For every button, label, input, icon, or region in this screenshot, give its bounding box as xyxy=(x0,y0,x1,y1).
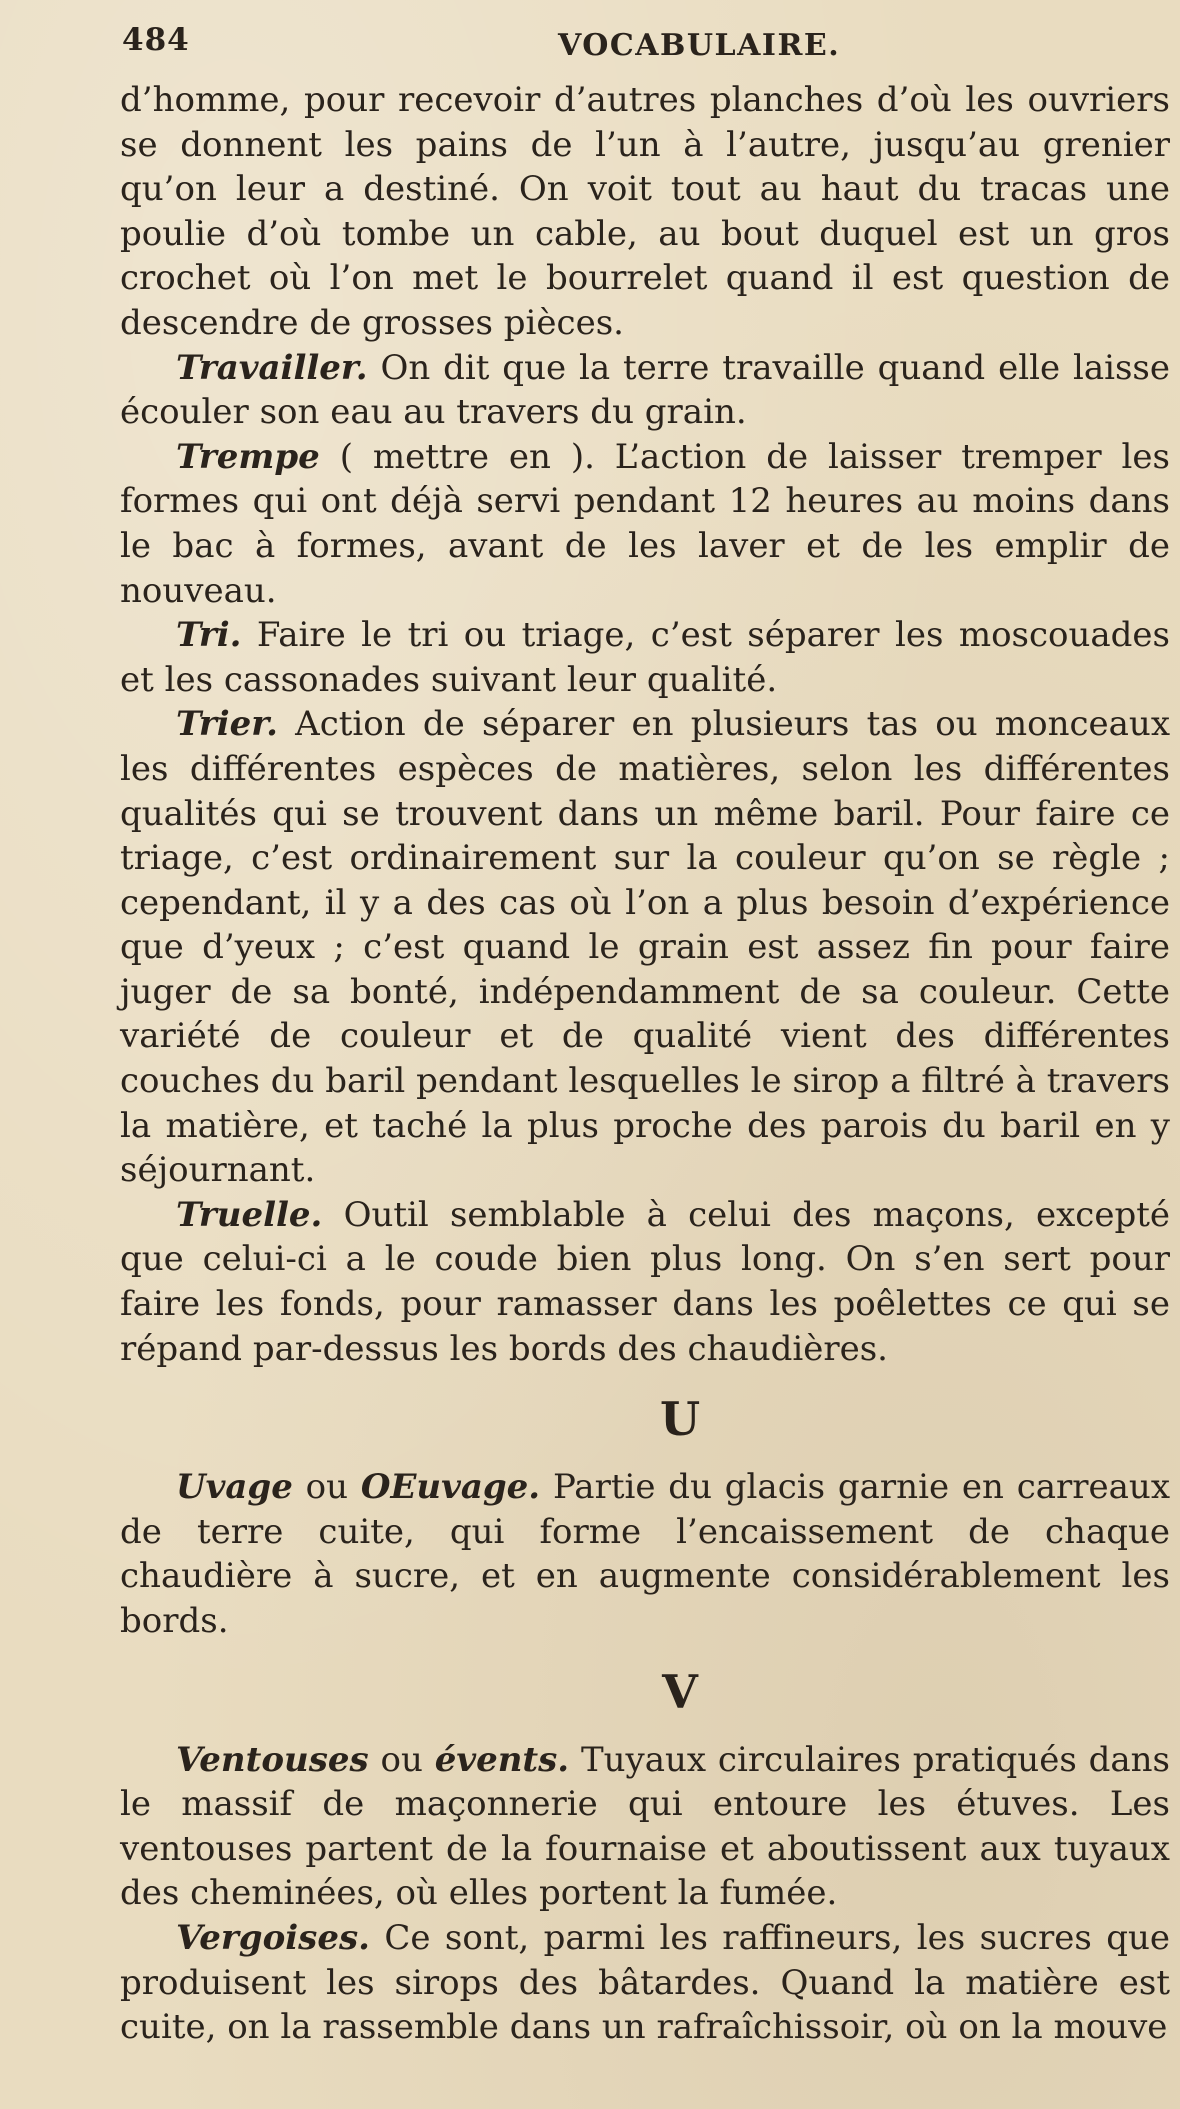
entry-text: Faire le tri ou triage, c’est séparer les moscouades et les cassonades suivant leur qualité. xyxy=(120,615,1170,700)
running-title: VOCABULAIRE. xyxy=(558,28,841,63)
entry-term-alt: évents. xyxy=(434,1739,570,1780)
entry-tri xyxy=(120,613,1170,702)
entry-term: Vergoises. xyxy=(176,1917,370,1958)
entry-term-alt: OEuvage. xyxy=(360,1467,541,1508)
entry-term: Trier. xyxy=(176,704,278,745)
entry-tracas-continued xyxy=(120,78,1170,346)
entry-trier xyxy=(120,702,1170,1193)
section-heading-v: V xyxy=(662,1664,698,1719)
entry-text: Outil semblable à celui des maçons, excepté que celui-ci a le coude bien plus long. On s’en sert pour faire les fonds, pour ramasser dans les poêlettes ce qui se répand par-dessus les bords des chaudières. xyxy=(120,1194,1170,1369)
entry-connector: ou xyxy=(368,1739,435,1780)
entry-trempe xyxy=(120,435,1170,613)
entry-text: Partie du glacis garnie en carreaux de terre cuite, qui forme l’encaissement de chaque chaudière à sucre, et en augmente considérablement les bords. xyxy=(120,1467,1171,1641)
entry-text: Tuyaux circulaires pratiqués dans le massif de maçonnerie qui entoure les étuves. Les ventouses partent de la fournaise et aboutissent aux tuyaux des cheminées, où elles portent la fumée. xyxy=(120,1739,1170,1914)
entry-term: Ventouses xyxy=(176,1739,369,1780)
entry-travailler xyxy=(120,346,1170,435)
entry-term: Truelle. xyxy=(176,1194,323,1235)
entry-truelle xyxy=(120,1193,1170,1371)
entry-term: Travailler. xyxy=(176,347,368,388)
entry-text: ( mettre en ). L’action de laisser tremper les formes qui ont déjà servi pendant 12 heures au moins dans le bac à formes, avant de les laver et de les emplir de nouveau. xyxy=(120,436,1170,611)
entry-text: d’homme, pour recevoir d’autres planches d’où les ouvriers se donnent les pains de l’un à l’autre, jusqu’au grenier qu’on leur a destiné. On voit tout au haut du tracas une poulie d’où tombe un cable, au bout duquel est un gros crochet où l’on met le bourrelet quand il est question de descendre de grosses pièces. xyxy=(120,80,1170,343)
page-header xyxy=(122,22,1170,72)
page-body xyxy=(120,78,1170,2050)
entry-term: Tri. xyxy=(176,615,242,656)
entry-text: Action de séparer en plusieurs tas ou monceaux les différentes espèces de matières, selon les différentes qualités qui se trouvent dans un même baril. Pour faire ce triage, c’est ordinairement sur la couleur qu’on se règle ; cependant, il y a des cas où l’on a plus besoin d’expérience que d’yeux ; c’est quand le grain est assez fin pour faire juger de sa bonté, indépendamment de sa couleur. Cette variété de couleur et de qualité vient des différentes couches du baril pendant lesquelles le sirop a filtré à travers la matière, et taché la plus proche des parois du baril en y séjournant. xyxy=(120,704,1170,1191)
entry-term: Trempe xyxy=(176,436,320,477)
section-heading-u: U xyxy=(659,1392,701,1447)
entry-term: Uvage xyxy=(176,1467,293,1508)
entry-uvage xyxy=(120,1465,1170,1643)
entry-connector: ou xyxy=(292,1467,361,1508)
entry-text: On dit que la terre travaille quand elle laisse écouler son eau au travers du grain. xyxy=(120,347,1170,433)
entry-vergoises xyxy=(120,1916,1170,2050)
entry-text: Ce sont, parmi les raffineurs, les sucres que produisent les sirops des bâtardes. Quand la matière est cuite, on la rassemble dans un rafraîchissoir, où on la mouve xyxy=(120,1917,1170,2048)
page-number: 484 xyxy=(122,22,190,58)
entry-ventouses xyxy=(120,1738,1170,1916)
